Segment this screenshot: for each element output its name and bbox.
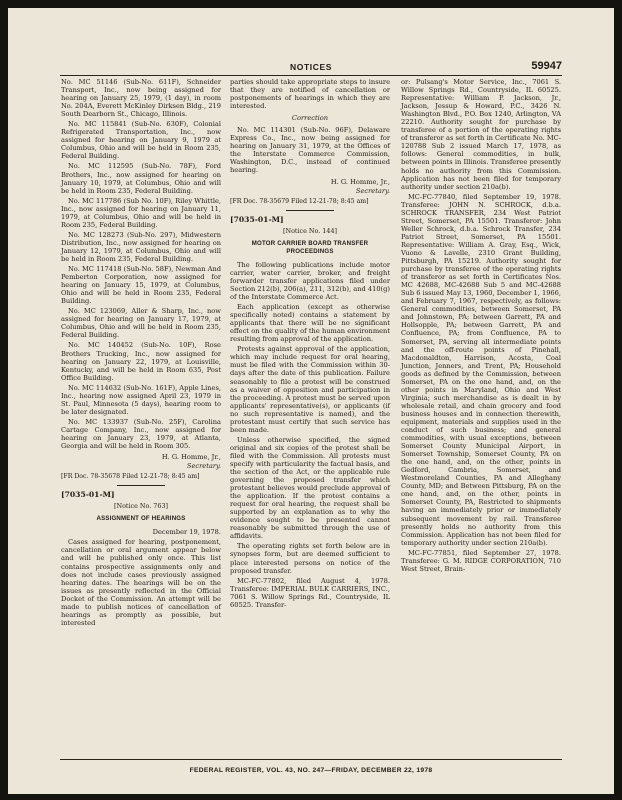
section-divider [286,210,334,211]
body-paragraph: or: Pulsang's Motor Service, Inc., 7061 S. Willow Springs Rd., Countryside, IL 60525. Representative: William P. Jackson, Jr., Jackson, Jessup & Howard, P.C., 3426 N. Washington Blvd., P.O. Box 1240, Arlington, VA 22210. Authority sought for purchase by transferee of a portion of the operating rights of transferor as set forth in Certificate No. MC-120788 Sub 2 issued March 17, 1978, as follows: General commodities, in bulk, between points in Illinois. Transferee presently holds no authority from this Commission. Application has not been filed for temporary authority under section 210a(b). [401,78,561,191]
body-paragraph: parties should take appropriate steps to insure that they are notified of cancellation or postponements of hearings in which they are interested. [230,78,390,111]
document-page [8,8,614,794]
header-rule [60,75,562,76]
body-paragraph: The operating rights set forth below are in synopses form, but are deemed sufficient to place interested persons on notice of the proposed transfer. [230,542,390,575]
notice-number: [Notice No. 763] [113,502,169,511]
signer-name: H. G. Homme, Jr., [330,177,390,186]
column-1 [61,78,221,629]
column-3 [401,78,561,575]
docket-paragraph: No. MC 114632 (Sub-No. 161F), Apple Lines, Inc., hearing now assigned April 23, 1979 in St. Paul, Minnesota (5 days), hearing room to be later designated. [61,383,222,416]
article-title: ASSIGNMENT OF HEARINGS [96,515,186,523]
docket-paragraph: No. MC 115841 (Sub-No. 630F), Colonial Refrigerated Transportation, Inc., now assigned for hearing on January 9, 1979 at Columbus, Ohio and will be held in Room 235, Federal Building. [61,120,221,161]
docket-paragraph: No. MC 133937 (Sub-No. 25F), Carolina Cartage Company, Inc., now assigned for hearing on January 23, 1979, at Atlanta, Georgia and will be held in Room 305. [61,417,221,451]
signer-name: H. G. Homme, Jr., [161,453,221,462]
docket-paragraph: No. MC 123069, Aller & Sharp, Inc., now assigned for hearing on January 17, 1979, at Columbus, Ohio and will be held in Room 235, Federal Building. [61,307,221,340]
column-2 [230,78,390,611]
body-paragraph: MC-FC-77802, filed August 4, 1978. Transferee: IMPERIAL BULK CARRIERS, INC., 7061 S. Willow Springs Rd., Countryside, IL 60525. Transfer- [230,576,390,609]
docket-paragraph: No. MC 140452 (Sub-No. 10F), Rose Brothers Trucking, Inc., now assigned for hearing on January 22, 1979, at Louisville, Kentucky, and will be held in Room 635, Post Office Building. [61,341,221,382]
article-title: MOTOR CARRIER BOARD TRANSFER PROCEEDINGS [251,239,369,255]
section-divider [117,485,165,486]
body-paragraph: Cases assigned for hearing, postponement, cancellation or oral argument appear below and will be published only once. This list contains prospective assignments only and does not include cases previously assigned hearing dates. The hearings will be on the issues as presently reflected in the Official Docket of the Commission. An attempt will be made to publish notices of cancellation of hearings as promptly as possible, but interested [61,538,221,627]
fr-doc-line: [FR Doc. 78-35678 Filed 12-21-78; 8:45 am] [61,473,200,481]
page-number: 59947 [531,60,562,72]
body-paragraph: MC-FC-77840, filed September 19, 1978. Transferee: JOHN N. SCHROCK, d.b.a. SCHROCK TRANSFER, 234 West Patriot Street, Somerset, PA 15501. Transferor: John Weller Schrock, d.b.a. Schrock Transfer, 234 Patriot Street, Somerset, PA 15501. Representative: William A. Gray, Esq., Wick, Vuono & Lavelle, 2310 Grant Building, Pittsburgh, PA 15219. Authority sought for purchase by transferee of the operating rights of transferor as set forth in Certificates Nos. MC 42688, MC-42688 Sub 5 and MC-42688 Sub 6 issued May 13, 1960, December 1, 1966, and February 7, 1967, respectively, as follows: General commodities, between Somerset, PA and Johnstown, PA; between Garrett, PA and Hollsopple, PA; between Garrett, PA and Confluence, PA; from Confluence, PA to Somerset, PA, serving all intermediate points and the off-route points of Pinehall, Macdonaldton, Harrison, Acosta, Coal Junction, Jenners, and Trent, PA; Household goods as defined by the Commission, between Somerset, PA on the one hand, and, on the other points in Maryland, Ohio and West Virginia; such merchandise as is dealt in by wholesale retail, and chain grocery and food business houses and in connection therewith, equipment, materials and supplies used in the conduct of such business; and general commodities, with usual exceptions, between Somerset County Municipal Airport, in Somerset Township, Somerset County, PA on the one hand, and, on the other, points in Gedford, Cambria, Somerset, and Westmoreland Counties, PA and Alleghany County, MD; and Between Pittsburg, PA on the one hand, and, on the other, points in Somerset County, PA, Restricted to shipments having an immediately prior or immediately subsequent movement by rail. Transferee presently holds no authority from this Commission. Application has not been filed for temporary authority under section 210a(b). [401,192,561,547]
body-paragraph: Unless otherwise specified, the signed original and six copies of the protest shall be filed with the Commission. All protests must specify with particularity the factual basis, and the section of the Act, or the applicable rule governing the proposed transfer which protestant believes would preclude approval of the application. If the protest contains a request for oral hearing, the request shall be supported by an explanation as to why the evidence sought to be presented cannot reasonably be submitted through the use of affidavits. [230,435,390,541]
header-title: NOTICES [290,62,332,72]
notice-number: [Notice No. 144] [282,226,338,235]
article-date: December 19, 1978. [152,528,221,537]
signer-title: Secretary. [355,186,390,195]
docket-paragraph: No. MC 128273 (Sub-No. 297), Midwestern Distribution, Inc., now assigned for hearing on January 12, 1979, at Columbus, Ohio and will be held in Room 235, Federal Building. [61,230,221,263]
signer-title: Secretary. [186,462,221,471]
body-paragraph: The following publications include motor carrier, water carrier, broker, and freight forwarder transfer applications filed under Section 212(b), 206(a), 211, 312(b), and 410(g) of the Interstate Commerce Act. [230,260,390,302]
billing-code: [7035-01-M] [61,490,115,500]
docket-paragraph: No. MC 117786 (Sub No. 10F), Riley Whittle, Inc., now assigned for hearing on January 11, 1979, at Columbus, Ohio and will be held in Room 235, Federal Building. [61,196,221,229]
page-footer: FEDERAL REGISTER, VOL. 43, NO. 247—FRIDAY, DECEMBER 22, 1978 [189,767,433,774]
page-header [8,60,614,76]
docket-paragraph: No. MC 51146 (Sub-No. 611F), Schneider Transport, Inc., now being assigned for hearing on January 25, 1979, (1 day), in room No. 204A, Everett McKinley Dirksen Bldg., 219 South Dearborn St., Chicago, Illinois. [61,78,221,119]
correction-paragraph: No. MC 114301 (Sub-No. 96F), Delaware Express Co., Inc., now being assigned for hearing on January 31, 1979, at the Offices of the Interstate Commerce Commission, Washington, D.C., instead of continued hearing. [230,126,390,175]
fr-doc-line: [FR Doc. 78-35679 Filed 12-21-78; 8:45 am] [230,197,369,205]
correction-heading: Correction [291,114,329,123]
docket-paragraph: No. MC 112595 (Sub-No. 78F), Ford Brothers, Inc., now assigned for hearing on January 10, 1979, at Columbus, Ohio and will be held in Room 235, Federal Building. [61,162,221,195]
docket-paragraph: No. MC 117418 (Sub-No. 58F), Newman And Pemberton Corporation, now assigned for hearing on January 15, 1979, at Columbus, Ohio and will be held in Room 235, Federal Building. [61,265,221,306]
billing-code: [7035-01-M] [230,214,284,224]
body-paragraph: Each application (except as otherwise specifically noted) contains a statement by applicants that there will be no significant effect on the quality of the human environment resulting from approval of the application. [230,303,390,344]
body-paragraph: Protests against approval of the application, which may include request for oral hearing, must be filed with the Commission within 30-days after the date of this publication. Failure seasonably to file a protest will be construed as a waiver of opposition and participation in the proceeding. A protest must be served upon applicants' representative(s), or applicants (if no such representative is named), and the protestant must certify that such service has been made. [230,345,390,434]
body-paragraph: MC-FC-77851, filed September 27, 1978. Transferee: G. M. RIDGE CORPORATION, 710 West Street, Brain- [401,548,561,573]
footer-rule [60,759,562,760]
